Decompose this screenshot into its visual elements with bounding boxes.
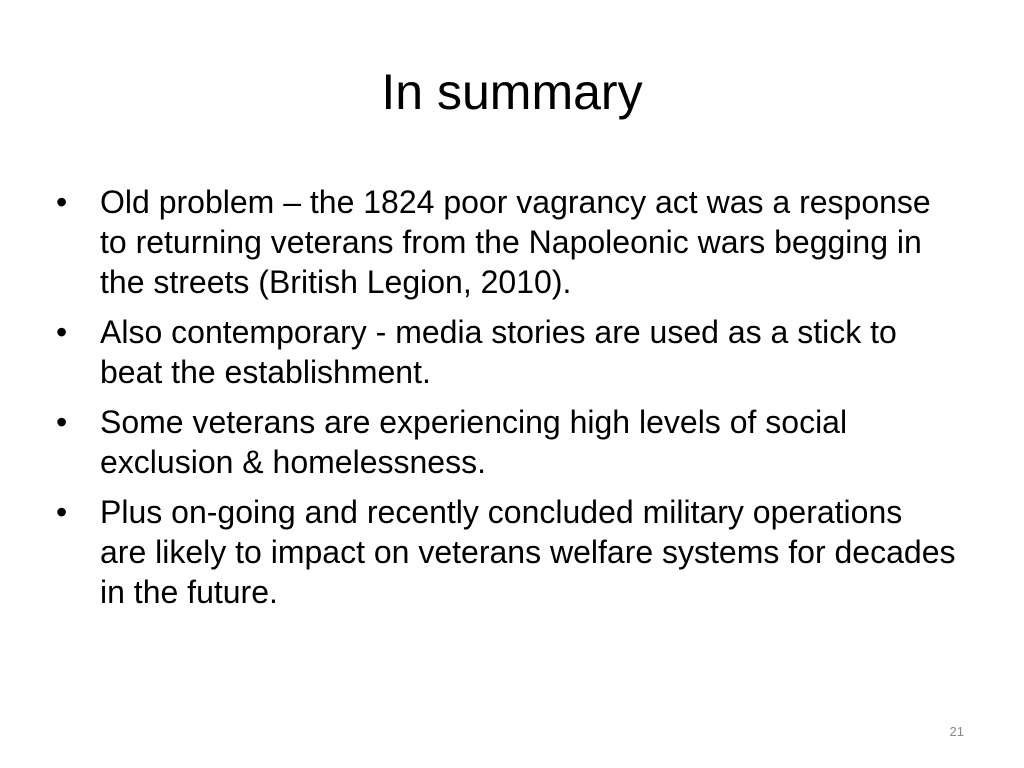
bullet-point-icon: •	[56, 314, 68, 350]
bullet-item	[56, 182, 956, 302]
bullet-item	[56, 402, 956, 482]
bullet-list	[56, 182, 956, 622]
bullet-point-icon: •	[56, 404, 68, 440]
bullet-point-icon: •	[56, 494, 68, 530]
bullet-text: Some veterans are experiencing high levels of social exclusion & homelessness.	[100, 404, 848, 480]
bullet-text: Old problem – the 1824 poor vagrancy act was a response to returning veterans from the Napoleonic wars begging in the streets (British Legion, 2010).	[100, 184, 931, 300]
bullet-item	[56, 312, 956, 392]
bullet-text: Plus on-going and recently concluded military operations are likely to impact on veterans welfare systems for decades in the future.	[100, 494, 956, 610]
bullet-text: Also contemporary - media stories are used as a stick to beat the establishment.	[100, 314, 897, 390]
bullet-item	[56, 492, 956, 612]
slide-title: In summary	[381, 64, 643, 120]
bullet-point-icon: •	[56, 184, 68, 220]
slide-number: 21	[949, 724, 964, 739]
